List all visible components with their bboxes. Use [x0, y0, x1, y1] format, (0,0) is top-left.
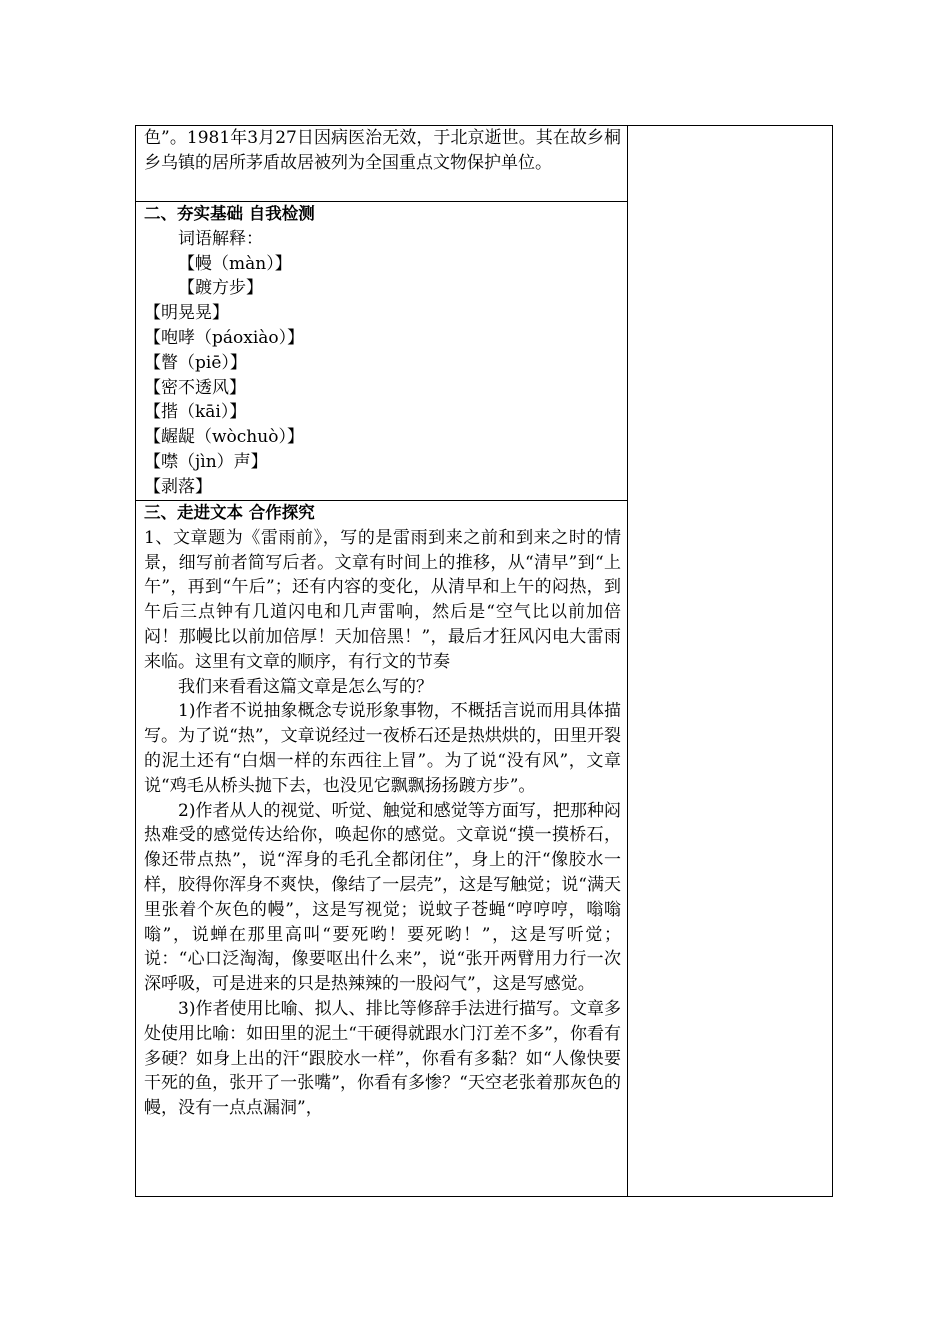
vocab-item: 【幔（màn）】: [178, 253, 292, 274]
section-heading: 三、走进文本 合作探究: [144, 503, 315, 522]
vocab-item: 【噤（jìn）声】: [144, 451, 268, 472]
vocab-item: 【咆哮（páoxiào）】: [144, 327, 305, 348]
analysis-cell: [136, 501, 628, 1197]
vocab-label: 词语解释：: [178, 228, 263, 249]
vocab-item: 【明晃晃】: [144, 303, 229, 324]
section-heading: 二、夯实基础 自我检测: [144, 204, 315, 223]
vocab-item: 【踱方步】: [178, 278, 263, 299]
analysis-body: [144, 501, 621, 1196]
paragraph: 2)作者从人的视觉、听觉、触觉和感觉等方面写，把那种闷热难受的感觉传达给你，唤起你的感觉。文章说“摸一摸桥石，像还带点热”，说“浑身的毛孔全都闭住”，身上的汗“像胶水一样，胶得你浑身不爽快，像结了一层壳”，这是写触觉；说“满天里张着个灰色的幔”，这是写视觉；说蚊子苍蝇“哼哼哼，嗡嗡嗡”，说蝉在那里高叫“要死哟！要死哟！”，这是写听觉；说：“心口泛淘淘，像要呕出什么来”，说“张开两臂用力行一次深呼吸，可是进来的只是热辣辣的一股闷气”，这是写感觉。: [144, 800, 621, 995]
paragraph: 1、文章题为《雷雨前》，写的是雷雨到来之前和到来之时的情景，细写前者简写后者。文章有时间上的推移，从“清早”到“上午”，再到“午后”；还有内容的变化，从清早和上午的闷热，到午后三点钟有几道闪电和几声雷响，然后是“空气比以前加倍闷！那幔比以前加倍厚！天加倍黑！”，最后才狂风闪电大雷雨来临。这里有文章的顺序，有行文的节奏: [144, 527, 621, 672]
vocab-item: 【瞥（piē）】: [144, 352, 247, 373]
paragraph: 1)作者不说抽象概念专说形象事物，不概括言说而用具体描写。为了说“热”，文章说经过一夜桥石还是热烘烘的，田里开裂的泥土还有“白烟一样的东西往上冒”。为了说“没有风”，文章说“鸡毛从桥头抛下去，也没见它飘飘扬扬踱方步”。: [144, 701, 621, 796]
lesson-table: [135, 125, 833, 1197]
paragraph: 3)作者使用比喻、拟人、排比等修辞手法进行描写。文章多处使用比喻：如田里的泥土“干硬得就跟水门汀差不多”，你看有多硬？如身上出的汗“跟胶水一样”，你看有多黏？如“人像快要干死的鱼，张开了一张嘴”，你看有多惨？“天空老张着那灰色的幔，没有一点点漏洞”，: [144, 998, 621, 1119]
notes-column: [628, 126, 833, 1197]
table-row: [136, 126, 833, 202]
intro-cell: [136, 126, 628, 202]
vocab-item: 【揩（kāi）】: [144, 402, 247, 423]
vocab-item: 【龌龊（wòchuò）】: [144, 427, 304, 448]
paragraph: 我们来看看这篇文章是怎么写的？: [178, 676, 433, 697]
vocab-item: 【密不透风】: [144, 377, 246, 398]
intro-text: 色”。1981年3月27日因病医治无效，于北京逝世。其在故乡桐乡乌镇的居所茅盾故居被列为全国重点文物保护单位。: [144, 128, 621, 173]
vocab-cell: [136, 202, 628, 501]
vocab-item: 【剥落】: [144, 476, 212, 497]
